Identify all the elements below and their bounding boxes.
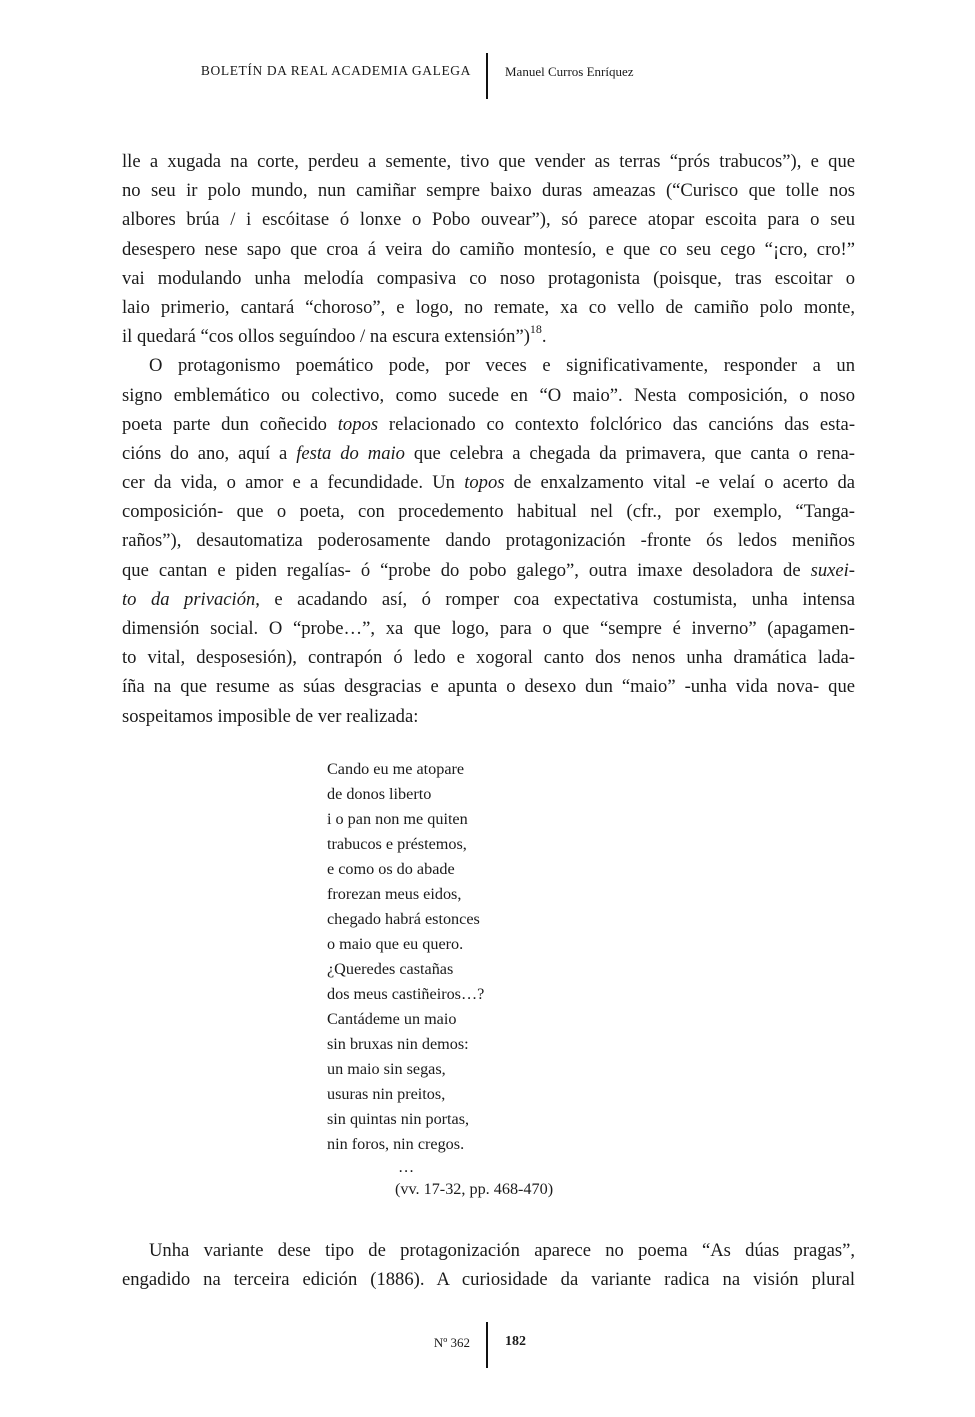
poem-line: e como os do abade <box>327 860 455 878</box>
text-line <box>122 439 855 468</box>
text-line <box>122 410 855 439</box>
poem-quotation <box>327 757 553 1202</box>
page-footer <box>0 1322 975 1368</box>
italic-term: festa do maio <box>296 442 405 464</box>
footnote-reference[interactable]: 18 <box>529 322 542 337</box>
italic-term: topos <box>464 472 505 494</box>
poem-ellipsis: … <box>398 1158 415 1176</box>
italic-term: topos <box>337 413 379 435</box>
text-segment: il quedará “cos ollos seguíndoo / na escura extensión”) <box>122 326 530 348</box>
text-line: to vital, desposesión), contrapón ó ledo e xogoral canto dos nenos unha dramática lada- <box>122 647 855 669</box>
journal-title: BOLETÍN DA REAL ACADEMIA GALEGA <box>200 63 471 78</box>
poem-line: o maio que eu quero. <box>327 935 464 953</box>
poem-line: de donos liberto <box>327 785 432 803</box>
poem-line: chegado habrá estonces <box>327 910 480 928</box>
poem-line: sin quintas nin portas, <box>327 1110 470 1128</box>
italic-term: to da privación <box>122 588 256 610</box>
poem-citation: (vv. 17-32, pp. 468-470) <box>395 1180 554 1198</box>
article-author: Manuel Curros Enríquez <box>505 64 634 79</box>
poem-line: trabucos e préstemos, <box>327 835 467 853</box>
text-line: laio primerio, cantará “choroso”, e logo, no remate, xa co vello de camiño polo monte, <box>122 296 855 318</box>
poem-line: usuras nin preitos, <box>327 1085 446 1103</box>
text-line: raños”), desautomatiza poderosamente dando protagonización -fronte ós ledos meniños <box>122 530 855 552</box>
poem-line: Cantádeme un maio <box>327 1010 457 1028</box>
text-line: Unha variante dese tipo de protagonización aparece no poema “As dúas pragas”, <box>149 1240 855 1261</box>
text-segment: que celebra a chegada da primavera, que canta o rena- <box>404 442 855 464</box>
issue-number: Nº 362 <box>433 1335 470 1350</box>
poem-line: Cando eu me atopare <box>327 760 465 778</box>
text-line: vai modulando unha melodía compasiva co noso protagonista (poisque, tras escoitar o <box>122 267 855 289</box>
text-line: engadido na terceira edición (1886). A curiosidade da variante radica na visión plural <box>122 1269 855 1291</box>
text-segment: que cantan e piden regalías- ó “probe do pobo galego”, outra imaxe desoladora de <box>122 559 811 581</box>
italic-term: suxei- <box>810 559 855 581</box>
paragraph-2 <box>122 351 855 730</box>
text-line <box>122 468 855 497</box>
page-number: 182 <box>505 1334 526 1349</box>
text-line: no seu ir polo mundo, nun camiñar sempre baixo duras ameazas (“Curisco que tolle nos <box>122 180 855 202</box>
poem-line: i o pan non me quiten <box>327 810 468 828</box>
text-segment: . <box>541 326 547 348</box>
text-line <box>122 585 855 614</box>
poem-line: un maio sin segas, <box>327 1060 446 1078</box>
text-line <box>122 556 855 585</box>
page-header <box>0 53 975 99</box>
text-segment: relacionado co contexto folclórico das cancións das esta- <box>378 413 856 435</box>
text-segment: poeta parte dun coñecido <box>122 413 338 435</box>
text-line <box>122 322 855 351</box>
header-divider <box>486 53 488 99</box>
poem-line: dos meus castiñeiros…? <box>327 985 485 1003</box>
text-segment: cións do ano, aquí a <box>122 442 297 464</box>
text-line: desespero nese sapo que croa á veira do camiño montesío, e que co seu cego “¡cro, cro!” <box>122 238 855 260</box>
text-segment: , e acadando así, ó romper coa expectativa costumista, unha intensa <box>255 588 855 610</box>
poem-line: ¿Queredes castañas <box>327 960 454 978</box>
text-line: íña na que resume as súas desgracias e apunta o desexo dun “maio” -unha vida nova- que <box>122 676 855 698</box>
poem-line: nin foros, nin cregos. <box>327 1135 465 1153</box>
text-line: composición- que o poeta, con procedemento habitual nel (cfr., por exemplo, “Tanga- <box>122 501 855 523</box>
poem-line: frorezan meus eidos, <box>327 885 462 903</box>
text-line: sospeitamos imposible de ver realizada: <box>122 705 419 727</box>
text-segment: de enxalzamento vital -e velaí o acerto da <box>504 472 856 494</box>
footer-divider <box>486 1322 488 1368</box>
text-line: lle a xugada na corte, perdeu a semente, tivo que vender as terras “prós trabucos”), e que <box>122 151 855 172</box>
text-line: dimensión social. O “probe…”, xa que logo, para o que “sempre é inverno” (apagamen- <box>122 618 855 639</box>
article-body <box>122 147 855 731</box>
text-segment: cer da vida, o amor e a fecundidade. Un <box>122 472 465 494</box>
text-line: O protagonismo poemático pode, por veces e significativamente, responder a un <box>149 355 855 377</box>
paragraph-3 <box>122 1236 855 1294</box>
text-line: signo emblemático ou colectivo, como sucede en “O maio”. Nesta composición, o noso <box>122 384 855 406</box>
text-line: albores brúa / i escóitase ó lonxe o Pobo ouvear”), só parece atopar escoita para o seu <box>122 209 855 231</box>
paragraph-1 <box>122 147 855 351</box>
poem-line: sin bruxas nin demos: <box>327 1035 469 1053</box>
